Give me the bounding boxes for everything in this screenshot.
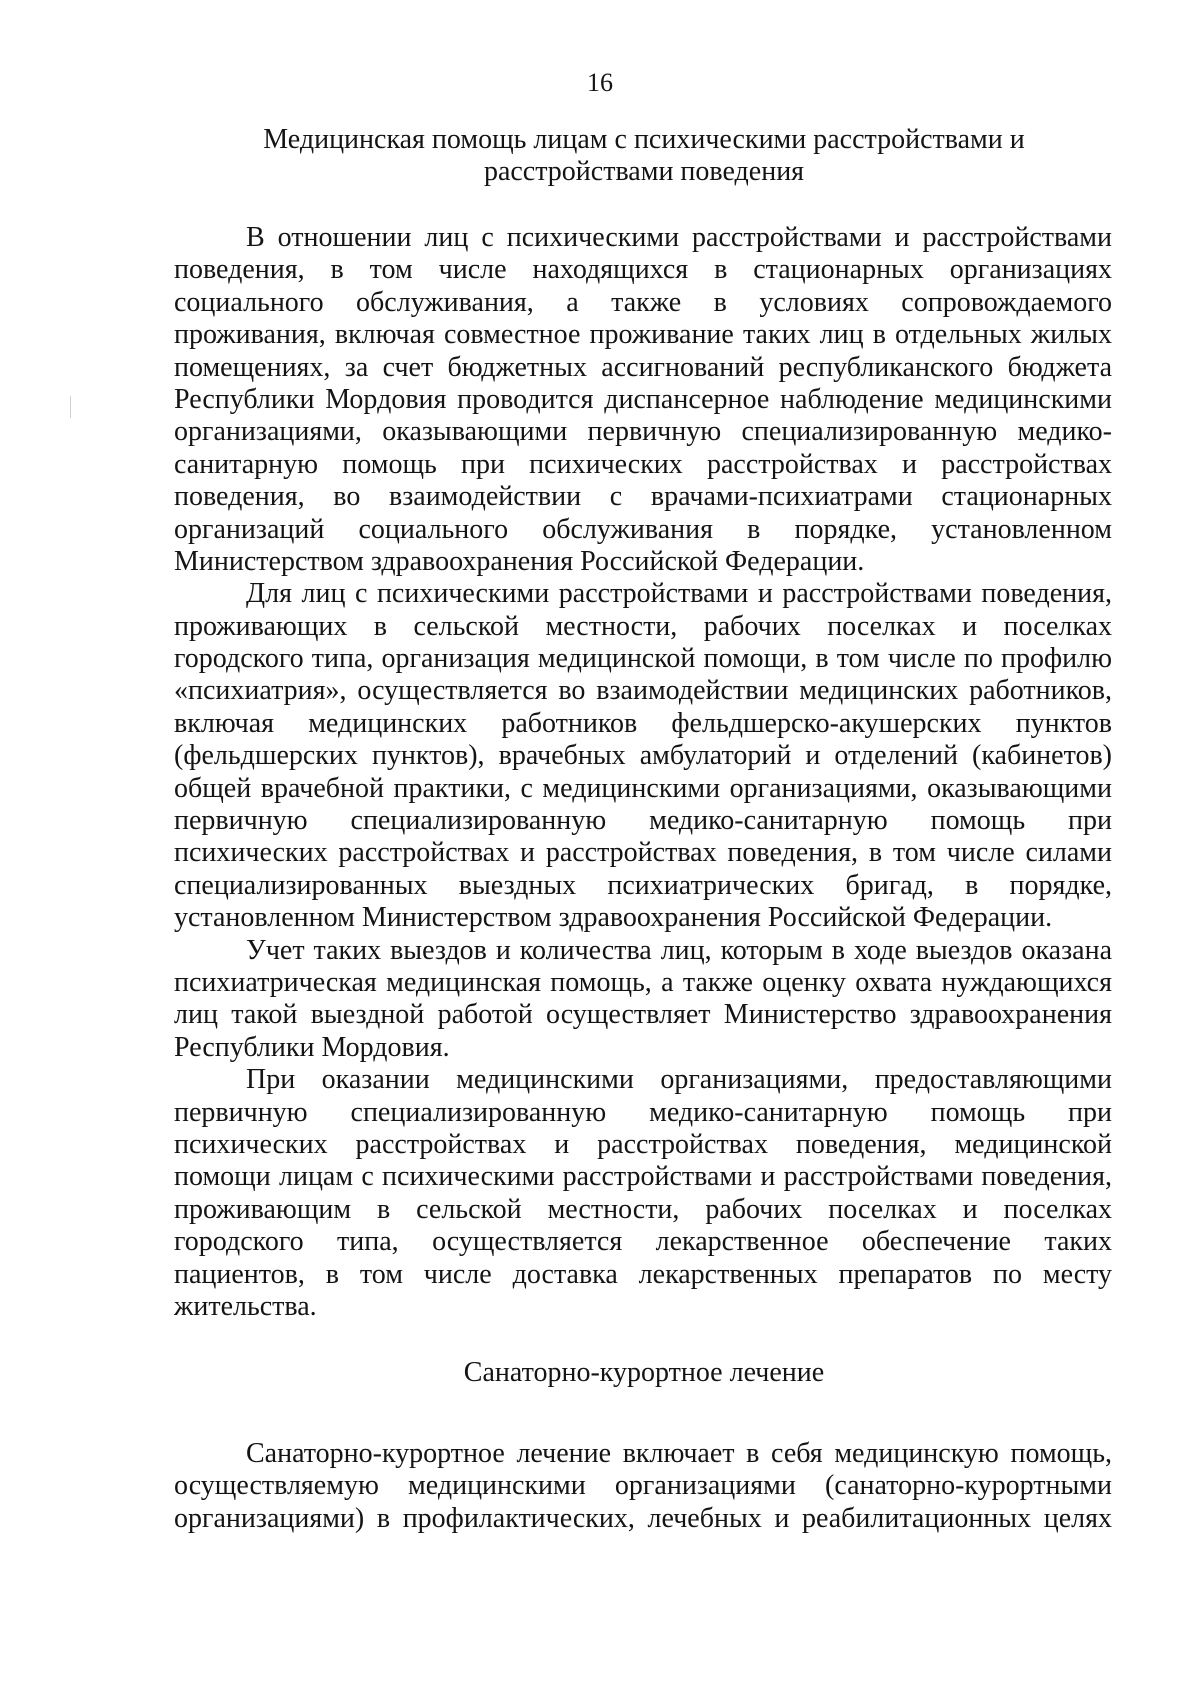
text-line: общей врачебной практики, с медицинскими организациями, оказывающими: [174, 772, 1112, 804]
text-line: социального обслуживания, а также в условиях сопровождаемого: [174, 286, 1112, 318]
text-line: организаций социального обслуживания в порядке, установленном: [174, 513, 1112, 545]
text-line: первичную специализированную медико-санитарную помощь при: [174, 1096, 1112, 1128]
heading-line: Медицинская помощь лицам с психическими расстройствами и: [263, 124, 1025, 155]
text-line: установленном Министерством здравоохранения Российской Федерации.: [174, 902, 1053, 934]
text-line: психиатрическая медицинская помощь, а также оценку охвата нуждающихся: [174, 966, 1112, 998]
page-number: 16: [587, 68, 613, 97]
text-line: Республики Мордовия.: [174, 1031, 450, 1063]
section-heading-mental-health: [174, 124, 1114, 188]
text-line: специализированных выездных психиатрических бригад, в порядке,: [174, 869, 1112, 901]
text-line: В отношении лиц с психическими расстройствами и расстройствами: [246, 222, 1112, 253]
text-line: поведения, в том числе находящихся в стационарных организациях: [174, 254, 1112, 286]
text-line: Для лиц с психическими расстройствами и расстройствами поведения,: [246, 578, 1112, 610]
heading-line: расстройствами поведения: [483, 156, 805, 187]
text-line: Санаторно-курортное лечение включает в себя медицинскую помощь,: [246, 1438, 1112, 1469]
section-body-sanatorium: [174, 1438, 1112, 1535]
text-line: «психиатрия», осуществляется во взаимодействии медицинских работников,: [174, 675, 1112, 707]
text-line: психических расстройствах и расстройствах поведения, медицинской: [174, 1128, 1112, 1160]
text-line: психических расстройствах и расстройствах поведения, в том числе силами: [174, 837, 1112, 869]
text-line: городского типа, организация медицинской помощи, в том числе по профилю: [174, 643, 1112, 675]
text-line: проживающих в сельской местности, рабочих поселках и поселках: [174, 610, 1112, 642]
text-line: первичную специализированную медико-санитарную помощь при: [174, 805, 1112, 837]
text-line: помощи лицам с психическими расстройствами и расстройствами поведения,: [174, 1161, 1112, 1193]
text-line: При оказании медицинскими организациями, предоставляющими: [246, 1064, 1112, 1096]
text-line: организациями, оказывающими первичную специализированную медико-: [174, 416, 1112, 448]
text-line: жительства.: [174, 1290, 317, 1322]
text-line: (фельдшерских пунктов), врачебных амбулаторий и отделений (кабинетов): [174, 740, 1112, 772]
text-line: включая медицинских работников фельдшерско-акушерских пунктов: [174, 707, 1112, 739]
text-line: городского типа, осуществляется лекарственное обеспечение таких: [174, 1226, 1112, 1258]
heading-line: Санаторно-курортное лечение: [463, 1357, 825, 1388]
text-line: Министерством здравоохранения Российской Федерации.: [174, 545, 865, 577]
text-line: санитарную помощь при психических расстройствах и расстройствах: [174, 448, 1112, 480]
text-line: поведения, во взаимодействии с врачами-психиатрами стационарных: [174, 481, 1112, 513]
text-line: проживающим в сельской местности, рабочих поселках и поселках: [174, 1193, 1112, 1225]
text-line: лиц такой выездной работой осуществляет Министерство здравоохранения: [174, 999, 1112, 1031]
text-line: осуществляемую медицинскими организациями (санаторно-курортными: [174, 1470, 1112, 1502]
text-line: пациентов, в том числе доставка лекарственных препаратов по месту: [174, 1258, 1112, 1290]
text-line: проживания, включая совместное проживание таких лиц в отдельных жилых: [174, 319, 1112, 351]
text-line: Учет таких выездов и количества лиц, которым в ходе выездов оказана: [246, 934, 1112, 966]
scan-edge-mark: [70, 396, 71, 418]
text-line: организациями) в профилактических, лечебных и реабилитационных целях: [174, 1502, 1112, 1534]
text-line: Республики Мордовия проводится диспансерное наблюдение медицинскими: [174, 383, 1112, 415]
section-heading-sanatorium: [174, 1357, 1114, 1389]
text-line: помещениях, за счет бюджетных ассигнований республиканского бюджета: [174, 351, 1112, 383]
section-body-mental-health: [174, 222, 1112, 1323]
